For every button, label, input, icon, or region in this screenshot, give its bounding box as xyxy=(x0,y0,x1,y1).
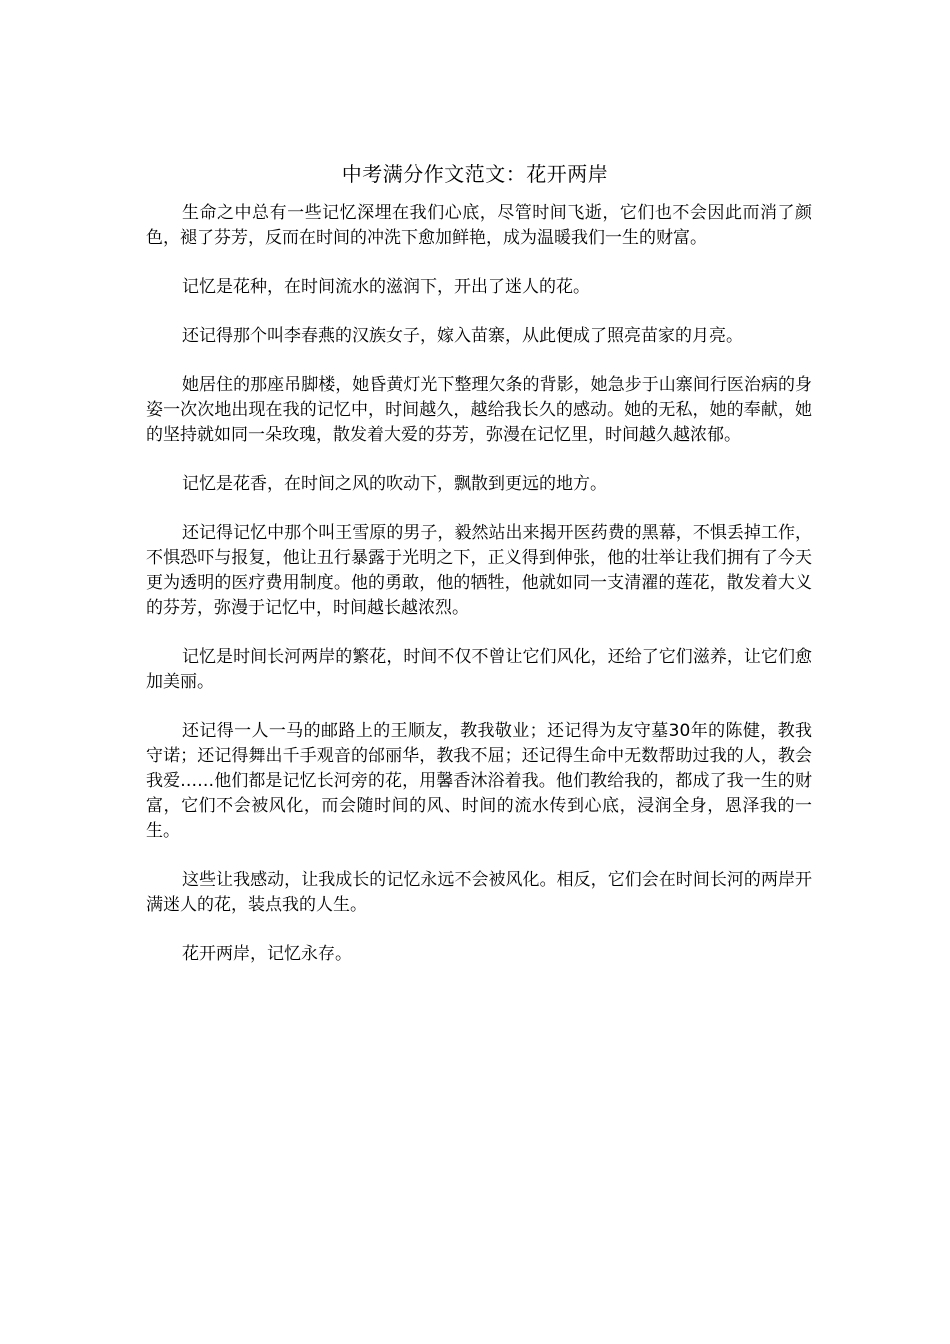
paragraph: 还记得那个叫李春燕的汉族女子，嫁入苗寨，从此便成了照亮苗家的月亮。 xyxy=(182,326,743,346)
paragraph: 生命之中总有一些记忆深埋在我们心底，尽管时间飞逝，它们也不会因此而消了颜色，褪了芬芳，反而在时间的冲洗下愈加鲜艳，成为温暖我们一生的财富。 xyxy=(146,203,812,248)
paragraph: 她居住的那座吊脚楼，她昏黄灯光下整理欠条的背影，她急步于山寨间行医治病的身姿一次次地出现在我的记忆中，时间越久，越给我长久的感动。她的无私，她的奉献，她的坚持就如同一朵玫瑰，散发着大爱的芬芳，弥漫在记忆里，时间越久越浓郁。 xyxy=(146,375,812,445)
paragraph: 花开两岸，记忆永存。 xyxy=(182,944,352,964)
paragraph: 记忆是花香，在时间之风的吹动下，飘散到更远的地方。 xyxy=(182,474,607,494)
paragraph: 这些让我感动，让我成长的记忆永远不会被风化。相反，它们会在时间长河的两岸开满迷人的花，装点我的人生。 xyxy=(146,870,812,915)
paragraph: 还记得记忆中那个叫王雪原的男子，毅然站出来揭开医药费的黑幕，不惧丢掉工作，不惧恐吓与报复，他让丑行暴露于光明之下，正义得到伸张，他的壮举让我们拥有了今天更为透明的医疗费用制度。他的勇敢，他的牺牲，他就如同一支清濯的莲花，散发着大义的芬芳，弥漫于记忆中，时间越长越浓烈。 xyxy=(146,523,812,618)
document-title: 中考满分作文范文：花开两岸 xyxy=(341,162,609,186)
paragraph: 记忆是时间长河两岸的繁花，时间不仅不曾让它们风化，还给了它们滋养，让它们愈加美丽。 xyxy=(146,647,812,692)
document-body xyxy=(146,201,812,991)
paragraph: 还记得一人一马的邮路上的王顺友，教我敬业；还记得为友守墓30年的陈健，教我守诺；还记得舞出千手观音的邰丽华，教我不屈；还记得生命中无数帮助过我的人，教会我爱……他们都是记忆长河旁的花，用馨香沐浴着我。他们教给我的，都成了我一生的财富，它们不会被风化，而会随时间的风、时间的流水传到心底，浸润全身，恩泽我的一生。 xyxy=(146,721,812,841)
paragraph: 记忆是花种，在时间流水的滋润下，开出了迷人的花。 xyxy=(182,277,590,297)
